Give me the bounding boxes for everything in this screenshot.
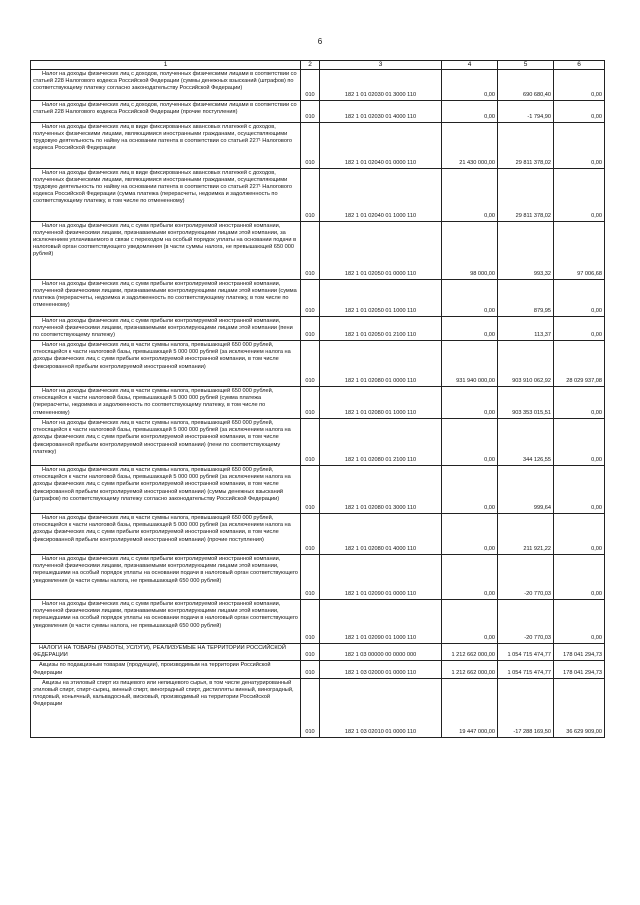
row-code-cell: 010 (301, 466, 320, 514)
row-executed-cell: 1 054 715 474,77 (498, 644, 554, 661)
row-kbk-cell: 182 1 01 02050 01 0000 110 (320, 222, 442, 280)
row-kbk-cell: 182 1 01 02090 01 0000 110 (320, 555, 442, 600)
row-executed-cell: 211 921,22 (498, 514, 554, 555)
row-plan-cell: 1 212 662 000,00 (442, 644, 498, 661)
row-executed-cell: 903 910 062,92 (498, 341, 554, 387)
row-code-cell: 010 (301, 555, 320, 600)
row-name-cell (31, 644, 301, 661)
row-kbk-cell: 182 1 01 02080 01 4000 110 (320, 514, 442, 555)
row-kbk-cell: 182 1 03 00000 00 0000 000 (320, 644, 442, 661)
table-row (31, 555, 605, 600)
row-kbk-cell: 182 1 03 02010 01 0000 110 (320, 678, 442, 737)
table-row (31, 466, 605, 514)
table-row (31, 600, 605, 644)
row-remaining-cell: 178 041 294,73 (554, 644, 605, 661)
row-executed-cell: -20 770,03 (498, 600, 554, 644)
row-name-text: Налог на доходы физических лиц в виде фиксированных авансовых платежей с доходов, полученных физическими лицами, являющимися иностранными гражданами, осуществляющими трудовую деятельность по найму на основании патента в соответствии со статьей 227¹ Налогового кодекса Российской Федерации (33, 124, 292, 152)
row-kbk-cell: 182 1 01 02030 01 3000 110 (320, 70, 442, 101)
table-row (31, 419, 605, 466)
row-plan-cell: 98 000,00 (442, 222, 498, 280)
row-kbk-cell: 182 1 01 02080 01 1000 110 (320, 387, 442, 419)
row-remaining-cell: 0,00 (554, 317, 605, 341)
row-executed-cell: -1 794,90 (498, 101, 554, 123)
row-executed-cell: -20 770,03 (498, 555, 554, 600)
row-name-cell (31, 123, 301, 169)
row-remaining-cell: 28 029 937,08 (554, 341, 605, 387)
row-executed-cell: 903 353 015,51 (498, 387, 554, 419)
row-name-text: Налог на доходы физических лиц с сумм прибыли контролируемой иностранной компании, полученной физическими лицами, признаваемыми контролирующими лицами этой компании, перешедшими на особый порядок уплаты на основании подачи в налоговый орган соответствующего уведомления (в части суммы налога, не превышающей 650 000 рублей) (33, 556, 298, 584)
table-row (31, 661, 605, 678)
row-remaining-cell: 36 629 909,00 (554, 678, 605, 737)
row-plan-cell: 0,00 (442, 280, 498, 317)
row-name-text: Налог на доходы физических лиц в части суммы налога, превышающей 650 000 рублей, относящейся к части налоговой базы, превышающей 5 000 000 рублей (за исключением налога на доходы физических лиц с сумм прибыли контролируемой иностранной компании, в том числе фиксированной прибыли контролируемой иностранной компании) (прочие поступления) (33, 515, 291, 543)
row-name-text: Акцизы на этиловый спирт из пищевого или непищевого сырья, в том числе денатурированный этиловый спирт, спирт-сырец, винный спирт, виноградный спирт, дистилляты винный, виноградный, плодовый, коньячный, кальвадосный, висковый, производимый на территории Российской Федерации (33, 679, 294, 707)
row-kbk-cell: 182 1 01 02090 01 1000 110 (320, 600, 442, 644)
row-remaining-cell: 0,00 (554, 555, 605, 600)
column-header: 4 (442, 61, 498, 70)
row-name-cell (31, 678, 301, 737)
row-plan-cell: 0,00 (442, 101, 498, 123)
row-name-cell (31, 555, 301, 600)
row-code-cell: 010 (301, 123, 320, 169)
row-plan-cell: 0,00 (442, 600, 498, 644)
table-row (31, 317, 605, 341)
row-name-text: Налог на доходы физических лиц с сумм прибыли контролируемой иностранной компании, полученной физическими лицами, признаваемыми контролирующими лицами этой компании (сумма платежа (перерасчеты, недоимка и задолженность по соответствующему платежу, в том числе по отмененному) (33, 281, 297, 309)
row-plan-cell: 0,00 (442, 70, 498, 101)
row-remaining-cell: 0,00 (554, 280, 605, 317)
row-plan-cell: 19 447 000,00 (442, 678, 498, 737)
row-name-cell (31, 387, 301, 419)
row-name-cell (31, 222, 301, 280)
row-name-text: Налог на доходы физических лиц с сумм прибыли контролируемой иностранной компании, полученной физическими лицами, признаваемыми контролирующими лицами этой компании, за исключением уплачиваемого в связи с переходом на особый порядок уплаты на основании подачи в налоговый орган соответствующего уведомления (в части суммы налога, не превышающей 650 000 рублей) (33, 223, 297, 258)
row-plan-cell: 21 430 000,00 (442, 123, 498, 169)
column-header: 5 (498, 61, 554, 70)
row-remaining-cell: 0,00 (554, 70, 605, 101)
row-executed-cell: 113,37 (498, 317, 554, 341)
row-code-cell: 010 (301, 70, 320, 101)
column-header: 2 (301, 61, 320, 70)
row-code-cell: 010 (301, 514, 320, 555)
row-kbk-cell: 182 1 01 02050 01 1000 110 (320, 280, 442, 317)
row-code-cell: 010 (301, 222, 320, 280)
row-kbk-cell: 182 1 01 02040 01 1000 110 (320, 169, 442, 222)
table-row (31, 222, 605, 280)
row-executed-cell: 999,64 (498, 466, 554, 514)
row-name-text: Налог на доходы физических лиц в части суммы налога, превышающей 650 000 рублей, относящейся к части налоговой базы, превышающей 5 000 000 рублей (за исключением налога на доходы физических лиц с сумм прибыли контролируемой иностранной компании, в том числе фиксированной прибыли контролируемой иностранной компании) (пени по соответствующему платежу) (33, 420, 291, 455)
row-name-cell (31, 280, 301, 317)
row-name-text: НАЛОГИ НА ТОВАРЫ (РАБОТЫ, УСЛУГИ), РЕАЛИЗУЕМЫЕ НА ТЕРРИТОРИИ РОССИЙСКОЙ ФЕДЕРАЦИИ (33, 645, 286, 659)
table-row (31, 101, 605, 123)
column-number-row (31, 61, 605, 70)
table-row (31, 514, 605, 555)
row-executed-cell: -17 288 169,50 (498, 678, 554, 737)
table-row (31, 280, 605, 317)
table-row (31, 123, 605, 169)
row-name-cell (31, 661, 301, 678)
row-name-text: Налог на доходы физических лиц с доходов, полученных физическими лицами в соответствии со статьей 228 Налогового кодекса Российской Федерации (прочие поступления) (33, 102, 297, 116)
row-name-text: Налог на доходы физических лиц с сумм прибыли контролируемой иностранной компании, полученной физическими лицами, признаваемыми контролирующими лицами этой компании, перешедшими на особый порядок уплаты на основании подачи в налоговый орган соответствующего уведомления (в части суммы налога, не превышающей 650 000 рублей) (33, 601, 298, 629)
row-name-cell (31, 70, 301, 101)
row-name-text: Налог на доходы физических лиц в части суммы налога, превышающей 650 000 рублей, относящейся к части налоговой базы, превышающей 5 000 000 рублей (за исключением налога на доходы физических лиц с сумм прибыли контролируемой иностранной компании, в том числе фиксированной прибыли контролируемой иностранной компании) (суммы денежных взысканий (штрафов) по соответствующему платежу согласно законодательству Российской Федерации) (33, 467, 291, 502)
row-name-cell (31, 101, 301, 123)
table-row (31, 644, 605, 661)
row-code-cell: 010 (301, 661, 320, 678)
row-name-cell (31, 169, 301, 222)
row-kbk-cell: 182 1 01 02080 01 3000 110 (320, 466, 442, 514)
table-row (31, 387, 605, 419)
row-name-cell (31, 600, 301, 644)
row-executed-cell: 1 054 715 474,77 (498, 661, 554, 678)
row-remaining-cell: 97 006,68 (554, 222, 605, 280)
row-kbk-cell: 182 1 01 02030 01 4000 110 (320, 101, 442, 123)
row-name-cell (31, 514, 301, 555)
row-kbk-cell: 182 1 01 02040 01 0000 110 (320, 123, 442, 169)
row-remaining-cell: 0,00 (554, 514, 605, 555)
row-name-text: Налог на доходы физических лиц в виде фиксированных авансовых платежей с доходов, полученных физическими лицами, являющимися иностранными гражданами, осуществляющими трудовую деятельность по найму на основании патента в соответствии со статьей 227¹ Налогового кодекса Российской Федерации (сумма платежа (перерасчеты, недоимка и задолженность по соответствующему платежу, в том числе по отмененному) (33, 170, 292, 205)
row-executed-cell: 690 680,40 (498, 70, 554, 101)
row-code-cell: 010 (301, 644, 320, 661)
row-code-cell: 010 (301, 678, 320, 737)
row-kbk-cell: 182 1 01 02050 01 2100 110 (320, 317, 442, 341)
row-kbk-cell: 182 1 03 02000 01 0000 110 (320, 661, 442, 678)
row-name-cell (31, 317, 301, 341)
row-remaining-cell: 0,00 (554, 466, 605, 514)
row-plan-cell: 0,00 (442, 555, 498, 600)
row-plan-cell: 0,00 (442, 419, 498, 466)
row-remaining-cell: 178 041 294,73 (554, 661, 605, 678)
row-code-cell: 010 (301, 419, 320, 466)
row-name-cell (31, 341, 301, 387)
row-name-cell (31, 466, 301, 514)
row-code-cell: 010 (301, 280, 320, 317)
row-code-cell: 010 (301, 387, 320, 419)
row-plan-cell: 931 940 000,00 (442, 341, 498, 387)
table-row (31, 678, 605, 737)
row-kbk-cell: 182 1 01 02080 01 0000 110 (320, 341, 442, 387)
row-remaining-cell: 0,00 (554, 101, 605, 123)
page-number: 6 (317, 37, 323, 46)
row-remaining-cell: 0,00 (554, 169, 605, 222)
row-name-text: Налог на доходы физических лиц с доходов, полученных физическими лицами в соответствии со статьей 228 Налогового кодекса Российской Федерации (суммы денежных взысканий (штрафов) по соответствующему платежу согласно законодательству Российской Федерации) (33, 71, 297, 92)
row-code-cell: 010 (301, 169, 320, 222)
row-kbk-cell: 182 1 01 02080 01 2100 110 (320, 419, 442, 466)
row-plan-cell: 0,00 (442, 387, 498, 419)
row-remaining-cell: 0,00 (554, 600, 605, 644)
column-header: 3 (320, 61, 442, 70)
row-remaining-cell: 0,00 (554, 123, 605, 169)
row-name-text: Налог на доходы физических лиц в части суммы налога, превышающей 650 000 рублей, относящейся к части налоговой базы, превышающей 5 000 000 рублей (сумма платежа (перерасчеты, недоимка и задолженность по соответствующему платежу, в том числе по отмененному) (33, 388, 274, 416)
row-code-cell: 010 (301, 600, 320, 644)
row-name-text: Налог на доходы физических лиц с сумм прибыли контролируемой иностранной компании, полученной физическими лицами, признаваемыми контролирующими лицами этой компании (пени по соответствующему платежу) (33, 318, 293, 339)
row-remaining-cell: 0,00 (554, 387, 605, 419)
row-plan-cell: 0,00 (442, 466, 498, 514)
row-code-cell: 010 (301, 101, 320, 123)
table-row (31, 70, 605, 101)
row-code-cell: 010 (301, 341, 320, 387)
row-code-cell: 010 (301, 317, 320, 341)
row-plan-cell: 1 212 662 000,00 (442, 661, 498, 678)
row-executed-cell: 29 811 378,02 (498, 169, 554, 222)
column-header: 6 (554, 61, 605, 70)
row-executed-cell: 344 126,55 (498, 419, 554, 466)
row-executed-cell: 29 811 378,02 (498, 123, 554, 169)
table-row (31, 341, 605, 387)
row-executed-cell: 993,32 (498, 222, 554, 280)
column-header: 1 (31, 61, 301, 70)
row-plan-cell: 0,00 (442, 169, 498, 222)
row-remaining-cell: 0,00 (554, 419, 605, 466)
table-body (31, 70, 605, 738)
row-plan-cell: 0,00 (442, 514, 498, 555)
row-name-text: Налог на доходы физических лиц в части суммы налога, превышающей 650 000 рублей, относящейся к части налоговой базы, превышающей 5 000 000 рублей (за исключением налога на доходы физических лиц с сумм прибыли контролируемой иностранной компании, в том числе фиксированной прибыли контролируемой иностранной компании) (33, 342, 291, 370)
revenue-table (30, 60, 605, 738)
table-row (31, 169, 605, 222)
row-name-cell (31, 419, 301, 466)
row-name-text: Акцизы по подакцизным товарам (продукции), производимым на территории Российской Федерации (33, 662, 271, 676)
row-executed-cell: 879,95 (498, 280, 554, 317)
row-plan-cell: 0,00 (442, 317, 498, 341)
